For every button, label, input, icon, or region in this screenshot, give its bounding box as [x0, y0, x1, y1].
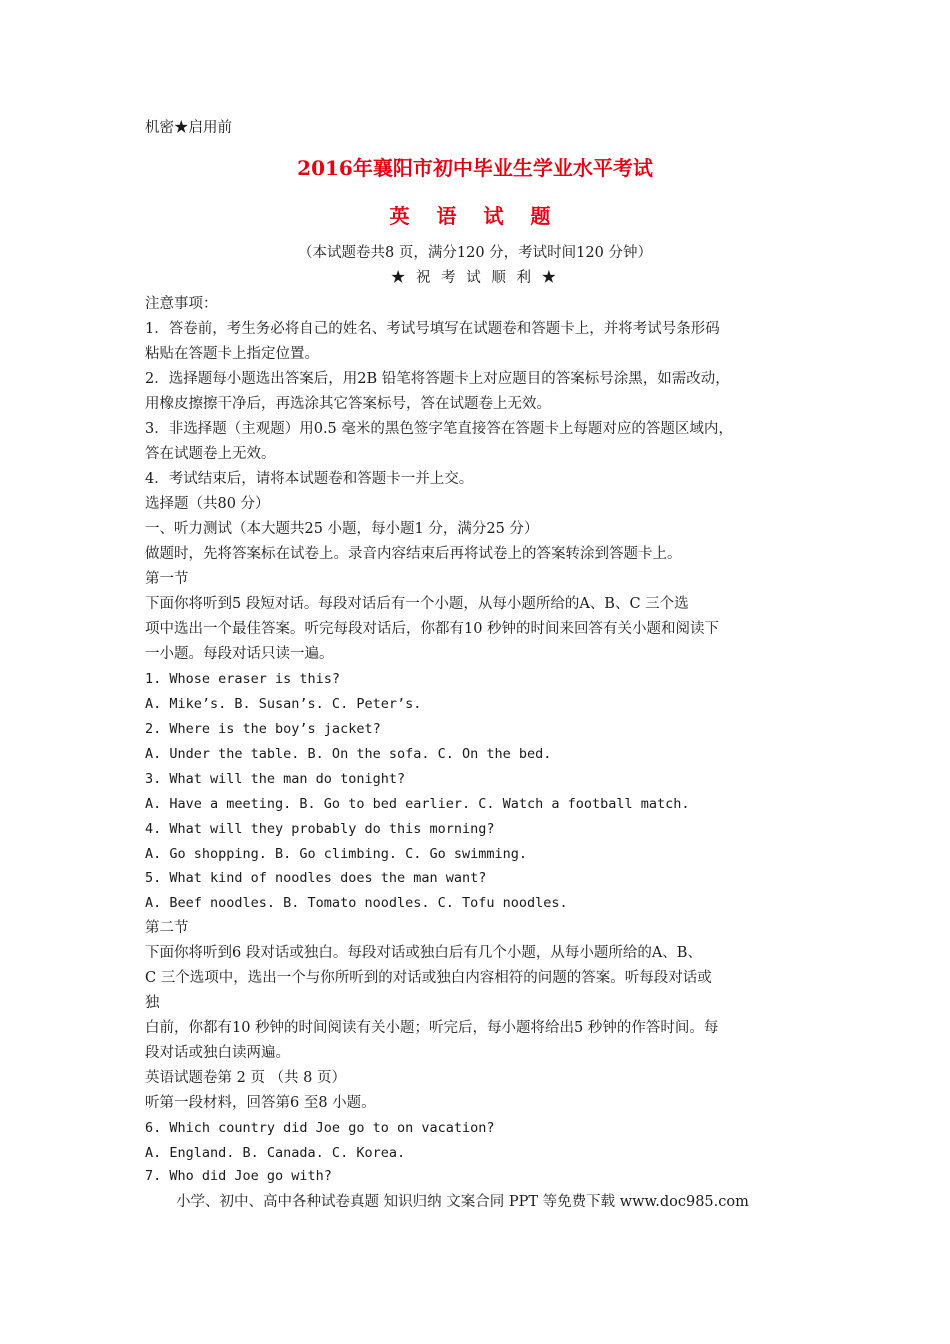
- part2-description: 独: [145, 995, 160, 1011]
- notice-heading: 注意事项：: [145, 296, 218, 312]
- footer-advert: 小学、初中、高中各种试卷真题 知识归纳 文案合同 PPT 等免费下载 www.doc985.com: [176, 1194, 749, 1210]
- notice-line: 4．考试结束后，请将本试题卷和答题卡一并上交。: [145, 471, 474, 487]
- part2-description: 下面你将听到6 段对话或独白。每段对话或独白后有几个小题，从每小题所给的A、B、: [145, 945, 702, 961]
- question-line: 6. Which country did Joe go to on vacation?: [145, 1120, 495, 1136]
- notice-line: 答在试题卷上无效。: [145, 446, 276, 462]
- part1-description: 项中选出一个最佳答案。听完每段对话后，你都有10 秒钟的时间来回答有关小题和阅读下: [145, 621, 720, 637]
- answer-options: A. England. B. Canada. C. Korea.: [145, 1145, 406, 1161]
- part1-description: 一小题。每段对话只读一遍。: [145, 646, 334, 662]
- page-marker: 英语试题卷第 2 页 （共 8 页）: [145, 1070, 346, 1086]
- question-line: 7. Who did Joe go with?: [145, 1168, 332, 1184]
- answer-options: A. Beef noodles. B. Tomato noodles. C. Tofu noodles.: [145, 895, 568, 911]
- good-luck-line: ★ 祝 考 试 顺 利 ★: [390, 270, 560, 286]
- question-line: 3. What will the man do tonight?: [145, 771, 406, 787]
- confidential-label: 机密★启用前: [145, 120, 232, 136]
- notice-line: 用橡皮擦擦干净后，再选涂其它答案标号，答在试题卷上无效。: [145, 396, 551, 412]
- answer-options: A. Have a meeting. B. Go to bed earlier. C. Watch a football match.: [145, 796, 690, 812]
- question-line: 2. Where is the boy’s jacket?: [145, 721, 381, 737]
- part2-description: C 三个选项中，选出一个与你所听到的对话或独白内容相符的问题的答案。听每段对话或: [145, 970, 712, 986]
- answer-options: A. Go shopping. B. Go climbing. C. Go swimming.: [145, 846, 528, 862]
- notice-line: 粘贴在答题卡上指定位置。: [145, 346, 319, 362]
- section-choice-heading: 选择题（共80 分）: [145, 496, 270, 512]
- exam-info: （本试题卷共8 页，满分120 分，考试时间120 分钟）: [298, 245, 652, 261]
- question-line: 1. Whose eraser is this?: [145, 671, 341, 687]
- exam-subtitle: 英 语 试 题: [389, 204, 561, 228]
- notice-line: 2．选择题每小题选出答案后，用2B 铅笔将答题卡上对应题目的答案标号涂黑，如需改动，: [145, 371, 730, 387]
- exam-title: 2016年襄阳市初中毕业生学业水平考试: [297, 156, 653, 180]
- part2-description: 白前，你都有10 秒钟的时间阅读有关小题；听完后，每小题将给出5 秒钟的作答时间。每: [145, 1020, 719, 1036]
- part2-heading: 第二节: [145, 920, 189, 936]
- answer-options: A. Under the table. B. On the sofa. C. On the bed.: [145, 746, 552, 762]
- part2-description: 段对话或独白读两遍。: [145, 1045, 290, 1061]
- question-line: 4. What will they probably do this morning?: [145, 821, 495, 837]
- part1-description: 下面你将听到5 段短对话。每段对话后有一个小题，从每小题所给的A、B、C 三个选: [145, 596, 689, 612]
- notice-line: 1．答卷前，考生务必将自己的姓名、考试号填写在试题卷和答题卡上，并将考试号条形码: [145, 321, 720, 337]
- listening-heading: 一、听力测试（本大题共25 小题，每小题1 分，满分25 分）: [145, 521, 539, 537]
- material-instruction: 听第一段材料，回答第6 至8 小题。: [145, 1095, 376, 1111]
- answer-options: A. Mike’s. B. Susan’s. C. Peter’s.: [145, 696, 422, 712]
- part1-heading: 第一节: [145, 571, 189, 587]
- listening-instruction: 做题时，先将答案标在试卷上。录音内容结束后再将试卷上的答案转涂到答题卡上。: [145, 546, 682, 562]
- question-line: 5. What kind of noodles does the man want?: [145, 870, 487, 886]
- notice-line: 3．非选择题（主观题）用0.5 毫米的黑色签字笔直接答在答题卡上每题对应的答题区域内，: [145, 421, 733, 437]
